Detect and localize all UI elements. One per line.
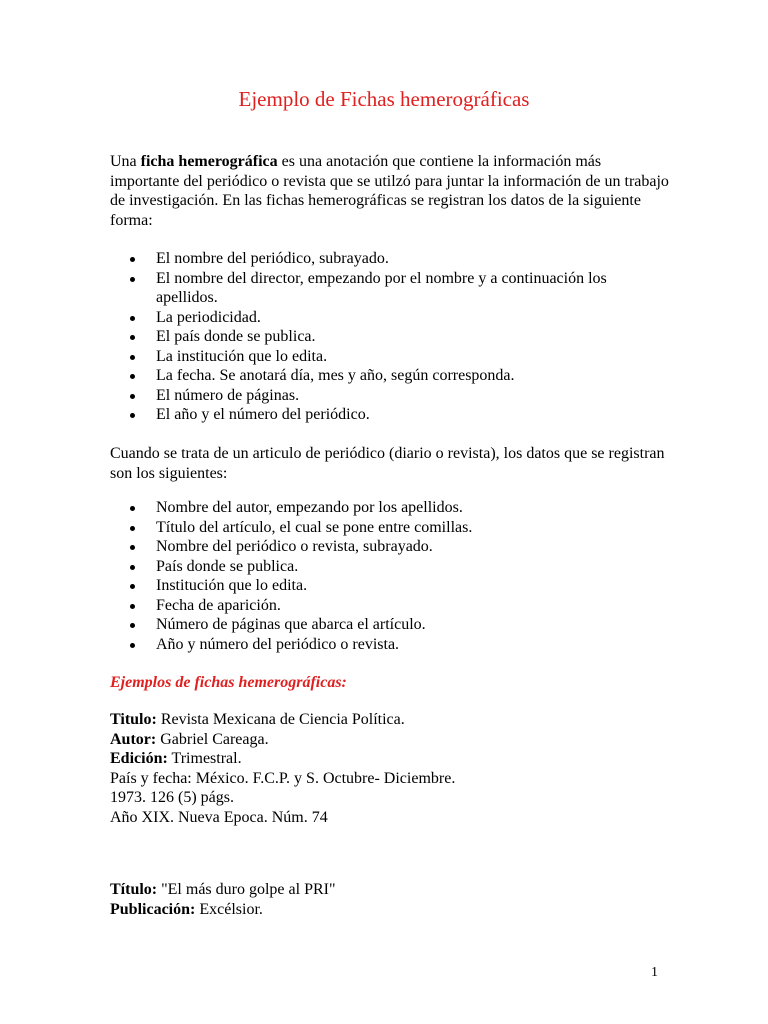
bullet-icon (130, 355, 135, 360)
titulo-label: Título: (110, 881, 158, 898)
list-item (110, 498, 670, 518)
bullet-icon (130, 584, 135, 589)
examples-heading: Ejemplos de fichas hemerográficas: (110, 674, 347, 691)
bullet-icon (130, 643, 135, 648)
article-paragraph: Cuando se trata de un articulo de periódico (diario o revista), los datos que se registran son los siguientes: (110, 445, 665, 482)
edicion-value: Trimestral. (167, 750, 242, 767)
list-item-text: El nombre del director, empezando por el nombre y a continuación los apellidos. (156, 269, 607, 306)
list-item-text: La fecha. Se anotará día, mes y año, según corresponda. (156, 367, 515, 384)
intro-after: es una anotación que contiene la información más importante del periódico o revista que se utilzó para juntar la información de un trabajo de investigación. En las fichas hemerográficas se registran los datos de la siguiente forma: (110, 153, 669, 229)
list-item-text: La institución que lo edita. (156, 347, 328, 365)
card-line-publicacion (110, 900, 670, 920)
bullet-icon (130, 623, 135, 628)
list-item-text: Nombre del periódico o revista, subrayado. (156, 538, 433, 555)
bullet-icon (130, 394, 135, 399)
card-line-year-pages: 1973. 126 (5) págs. (110, 789, 234, 806)
list-item (110, 366, 670, 386)
bullet-icon (130, 506, 135, 511)
list-item-text: País donde se publica. (156, 557, 299, 575)
list-item (110, 576, 670, 596)
titulo-value: Revista Mexicana de Ciencia Política. (156, 711, 405, 728)
autor-value: Gabriel Careaga. (156, 730, 269, 748)
bullet-icon (130, 545, 135, 550)
list-item-text: El país donde se publica. (156, 328, 316, 345)
card-line-pais-fecha: País y fecha: México. F.C.P. y S. Octubre- Diciembre. (110, 769, 456, 787)
list-item (110, 327, 670, 347)
list-item-text: Institución que lo edita. (156, 577, 308, 594)
list-item (110, 557, 670, 577)
list-item-text: Año y número del periódico o revista. (156, 635, 400, 653)
bullet-icon (130, 257, 135, 262)
card-line-autor (110, 730, 670, 750)
bullet-icon (130, 565, 135, 570)
bullet-icon (130, 277, 135, 282)
bullet-icon (130, 526, 135, 531)
list-item (110, 347, 670, 367)
autor-label: Autor: (110, 730, 157, 748)
edicion-label: Edición: (110, 750, 168, 767)
list-item-text: El año y el número del periódico. (156, 406, 370, 423)
card-line-number: Año XIX. Nueva Epoca. Núm. 74 (110, 808, 328, 826)
card-line-edicion (110, 749, 670, 769)
page-title: Ejemplo de Fichas hemerográficas (238, 87, 530, 111)
card-line-titulo (110, 880, 670, 900)
list-item (110, 518, 670, 538)
intro-bold-term: ficha hemerográfica (140, 153, 278, 170)
bullet-icon (130, 374, 135, 379)
publicacion-value: Excélsior. (195, 900, 263, 918)
list-item-text: Número de páginas que abarca el artículo. (156, 616, 426, 633)
list-item-text: El número de páginas. (156, 386, 300, 404)
bullet-icon (130, 413, 135, 418)
titulo-value: "El más duro golpe al PRI" (157, 881, 336, 898)
example-card-1 (110, 710, 670, 827)
list-item (110, 386, 670, 406)
bullet-icon (130, 335, 135, 340)
card-line-titulo (110, 710, 670, 730)
list-item-text: Fecha de aparición. (156, 596, 281, 614)
intro-paragraph (110, 152, 670, 230)
intro-before: Una (110, 153, 141, 170)
page-number: 1 (651, 965, 658, 980)
bullet-icon (130, 604, 135, 609)
list-item (110, 596, 670, 616)
list-item-text: Nombre del autor, empezando por los apellidos. (156, 499, 463, 516)
list-item (110, 615, 670, 635)
data-format-list (110, 249, 670, 425)
list-item (110, 249, 670, 269)
bullet-icon (130, 316, 135, 321)
titulo-label: Titulo: (110, 711, 157, 728)
list-item (110, 269, 670, 308)
list-item-text: Título del artículo, el cual se pone entre comillas. (156, 518, 473, 536)
publicacion-label: Publicación: (110, 900, 196, 918)
list-item (110, 537, 670, 557)
example-card-2 (110, 880, 670, 919)
list-item-text: La periodicidad. (156, 308, 261, 326)
list-item (110, 405, 670, 425)
article-data-list (110, 498, 670, 654)
list-item (110, 308, 670, 328)
list-item (110, 635, 670, 655)
list-item-text: El nombre del periódico, subrayado. (156, 250, 389, 267)
